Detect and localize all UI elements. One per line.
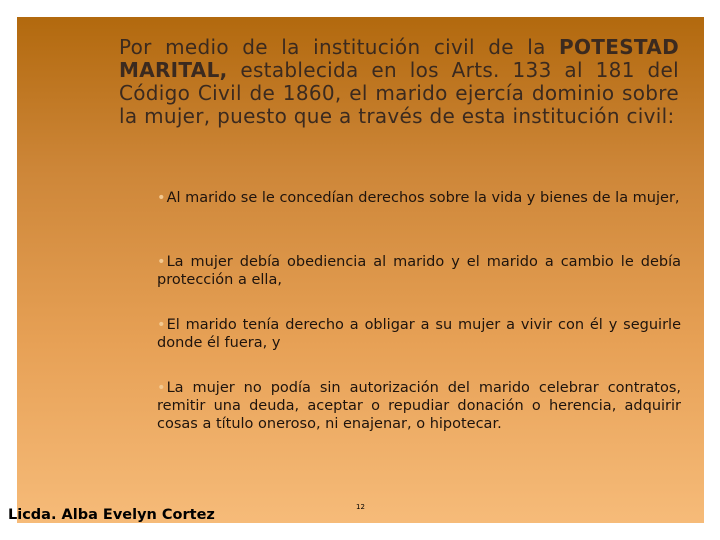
bullet-marker: • [157,317,166,333]
bullet-text: El marido tenía derecho a obligar a su mujer a vivir con él y seguirle donde él fuera, y [157,317,681,351]
author-name: Licda. Alba Evelyn Cortez [8,507,215,523]
bullet-item [157,253,681,289]
bullet-marker: • [157,380,166,396]
bullet-marker: • [157,254,166,270]
bullet-item [157,189,681,207]
intro-text-end: establecida en los Arts. 133 al 181 del Código Civil de 1860, el marido ejercía dominio sobre la mujer, puesto que a través de esta institución civil: [119,58,679,128]
intro-text-start: Por medio de la institución civil de la [119,35,560,59]
page-number: 12 [356,503,365,511]
bullet-text: La mujer no podía sin autorización del marido celebrar contratos, remitir una deuda, aceptar o repudiar donación o herencia, adquirir cosas a título oneroso, ni enajenar, o hipotecar. [157,380,681,432]
bullet-item [157,379,681,433]
intro-paragraph [119,36,679,128]
intro-bold-term: POTESTAD MARITAL, [119,35,679,82]
bullet-marker: • [157,190,166,206]
bullet-text: Al marido se le concedían derechos sobre la vida y bienes de la mujer, [166,190,680,206]
bullet-text: La mujer debía obediencia al marido y el marido a cambio le debía protección a ella, [157,254,681,288]
bullet-item [157,316,681,352]
